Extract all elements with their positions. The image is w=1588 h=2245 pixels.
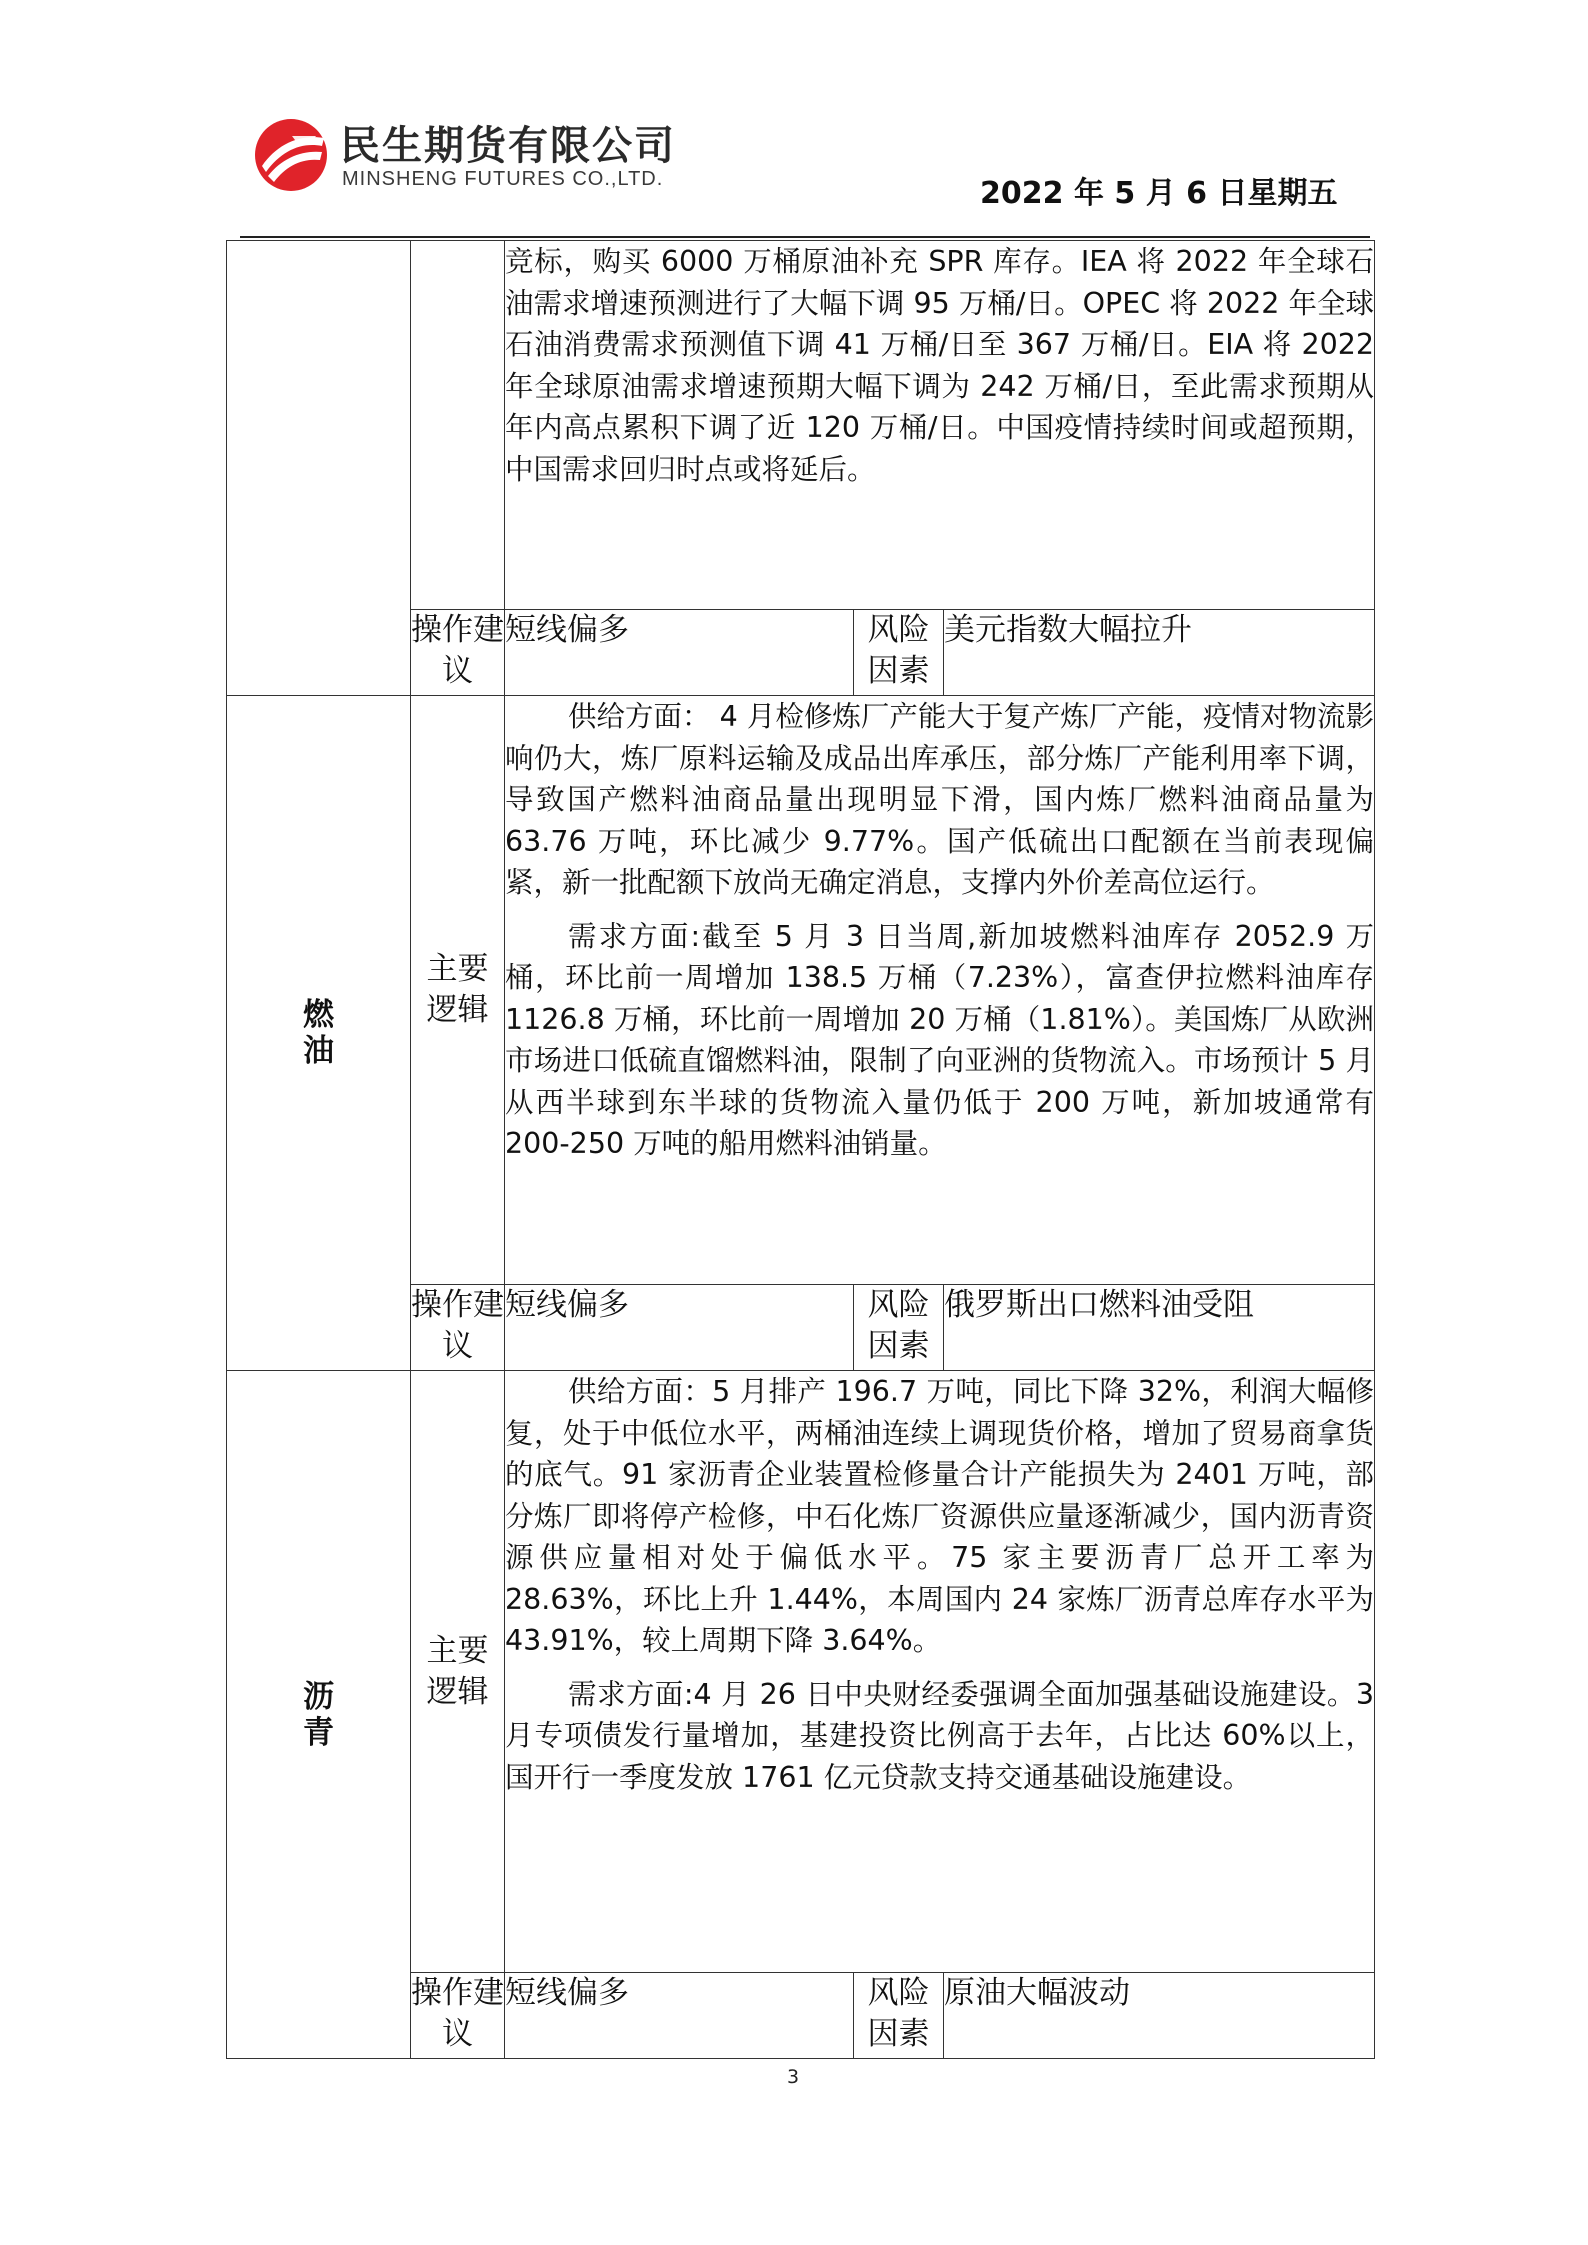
company-name-cn: 民生期货有限公司 bbox=[340, 123, 676, 169]
logic-label: 主要逻辑 bbox=[426, 951, 489, 1028]
operation-value: 短线偏多 bbox=[505, 1285, 854, 1371]
logic-label: 主要逻辑 bbox=[426, 1632, 489, 1710]
report-date: 2022 年 5 月 6 日星期五 bbox=[980, 176, 1338, 211]
header-divider bbox=[240, 236, 1370, 238]
table-row bbox=[227, 696, 1375, 1285]
category-cell-asphalt bbox=[227, 1371, 411, 2059]
crude-logic-text: 竞标，购买 6000 万桶原油补充 SPR 库存。IEA 将 2022 年全球石油需求增速预测进行了大幅下调 95 万桶/日。OPEC 将 2022 年全球石油消费需求预测值下调 41 万桶/日至 367 万桶/日。EIA 将 2022 年全球原油需求增速预期大幅下调为 242 万桶/日，至此需求预期从年内高点累积下调了近 120 万桶/日。中国疫情持续时间或超预期，中国需求回归时点或将延后。 bbox=[505, 245, 1375, 486]
risk-value: 原油大幅波动 bbox=[944, 1973, 1375, 2059]
category-label: 沥青 bbox=[303, 1678, 334, 1751]
logic-label-cell bbox=[411, 1371, 505, 1973]
company-logo bbox=[252, 110, 732, 200]
operation-label: 操作建议 bbox=[411, 610, 505, 696]
category-cell-fuel-oil bbox=[227, 696, 411, 1371]
risk-value: 俄罗斯出口燃料油受阻 bbox=[944, 1285, 1375, 1371]
demand-text: 需求方面:截至 5 月 3 日当周,新加坡燃料油库存 2052.9 万桶，环比前一周增加 138.5 万桶（7.23%），富查伊拉燃料油库存 1126.8 万桶，环比前一周增加 20 万桶（1.81%）。美国炼厂从欧洲市场进口低硫直馏燃料油，限制了向亚洲的货物流入。市场预计 5 月从西半球到东半球的货物流入量仍低于 200 万吨，新加坡通常有 200-250 万吨的船用燃料油销量。 bbox=[505, 919, 1375, 1160]
demand-text: 需求方面:4 月 26 日中央财经委强调全面加强基础设施建设。3 月专项债发行量增加，基建投资比例高于去年，占比达 60%以上，国开行一季度发放 1761 亿元贷款支持交通基础设施建设。 bbox=[505, 1677, 1375, 1794]
minsheng-logo-icon bbox=[252, 116, 330, 194]
supply-text: 供给方面： 4 月检修炼厂产能大于复产炼厂产能，疫情对物流影响仍大，炼厂原料运输及成品出库承压，部分炼厂产能利用率下调，导致国产燃料油商品量出现明显下滑，国内炼厂燃料油商品量为 63.76 万吨，环比减少 9.77%。国产低硫出口配额在当前表现偏紧，新一批配额下放尚无确定消息，支撑内外价差高位运行。 bbox=[505, 700, 1375, 899]
risk-value: 美元指数大幅拉升 bbox=[944, 610, 1375, 696]
risk-label: 风险因素 bbox=[854, 610, 944, 696]
table-row bbox=[227, 1371, 1375, 1973]
operation-value: 短线偏多 bbox=[505, 1973, 854, 2059]
supply-text: 供给方面：5 月排产 196.7 万吨，同比下降 32%，利润大幅修复，处于中低位水平，两桶油连续上调现货价格，增加了贸易商拿货的底气。91 家沥青企业装置检修量合计产能损失为 2401 万吨，部分炼厂即将停产检修，中石化炼厂资源供应量逐渐减少，国内沥青资源供应量相对处于偏低水平。75 家主要沥青厂总开工率为 28.63%，环比上升 1.44%，本周国内 24 家炼厂沥青总库存水平为 43.91%，较上周期下降 3.64%。 bbox=[505, 1375, 1375, 1657]
risk-label: 风险因素 bbox=[854, 1285, 944, 1371]
company-name-en: MINSHENG FUTURES CO.,LTD. bbox=[342, 168, 664, 190]
logic-content-cell bbox=[505, 241, 1375, 610]
commodity-table bbox=[226, 240, 1375, 2059]
category-label: 燃油 bbox=[303, 997, 334, 1069]
logic-content-cell bbox=[505, 696, 1375, 1285]
page-number: 3 bbox=[787, 2066, 800, 2088]
risk-label: 风险因素 bbox=[854, 1973, 944, 2059]
category-cell-crude bbox=[227, 241, 411, 696]
operation-value: 短线偏多 bbox=[505, 610, 854, 696]
logic-label-cell bbox=[411, 241, 505, 610]
logic-label-cell bbox=[411, 696, 505, 1285]
operation-label: 操作建议 bbox=[411, 1285, 505, 1371]
table-row bbox=[227, 241, 1375, 610]
operation-label: 操作建议 bbox=[411, 1973, 505, 2059]
logic-content-cell bbox=[505, 1371, 1375, 1973]
